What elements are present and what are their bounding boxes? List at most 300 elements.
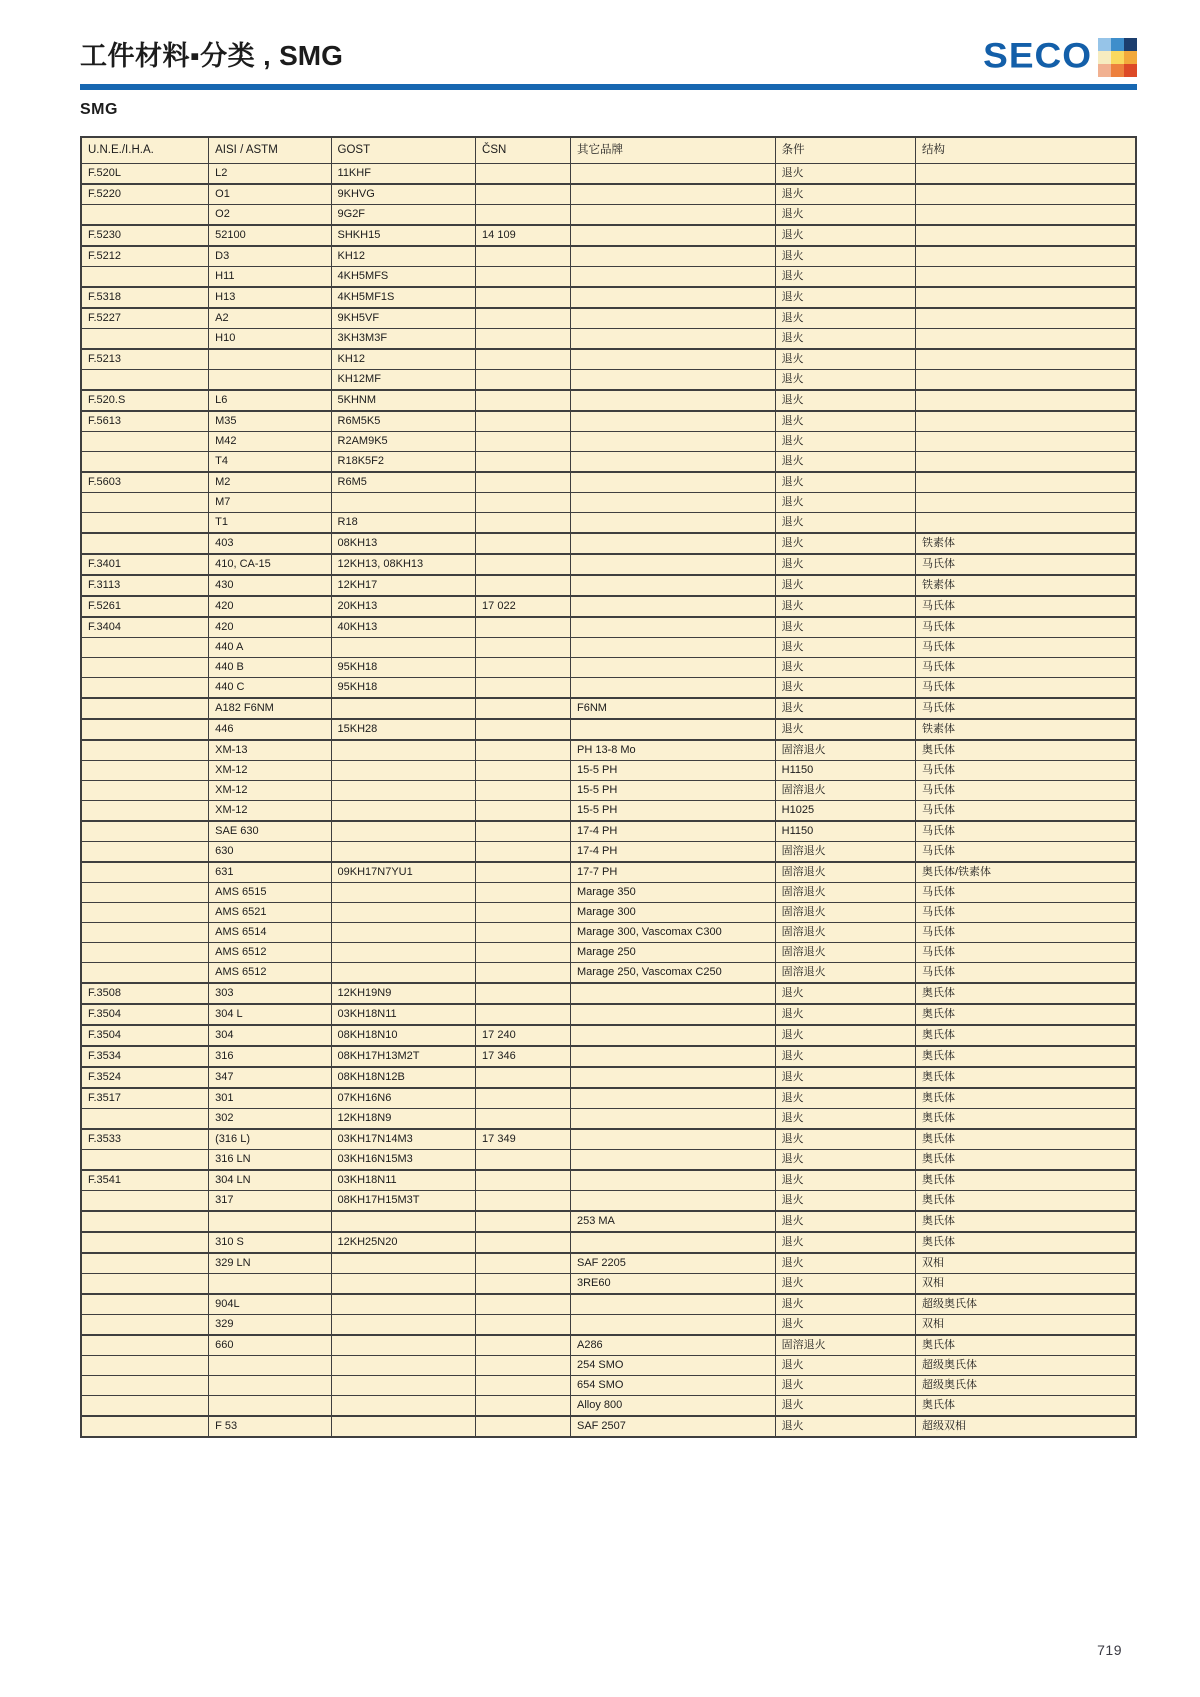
table-cell: AMS 6512 [209,943,331,963]
table-cell: 退火 [775,1025,915,1046]
table-cell [570,432,775,452]
table-cell: 17 349 [476,1129,571,1150]
table-cell [476,472,571,493]
table-cell: F.3504 [81,1004,209,1025]
table-cell: 退火 [775,596,915,617]
table-cell: 440 A [209,638,331,658]
table-cell: F.3113 [81,575,209,596]
table-cell [331,963,476,984]
table-cell: 奥氏体 [915,1004,1136,1025]
table-cell: 446 [209,719,331,740]
table-row [81,1046,1136,1067]
logo-square [1098,38,1111,51]
table-row [81,862,1136,883]
table-cell: 654 SMO [570,1376,775,1396]
table-cell: 11KHF [331,164,476,185]
table-cell [81,493,209,513]
table-cell: 420 [209,596,331,617]
table-cell: F.5213 [81,349,209,370]
logo-square [1098,64,1111,77]
table-row [81,1170,1136,1191]
table-cell: 退火 [775,390,915,411]
table-row [81,1376,1136,1396]
table-row [81,698,1136,719]
table-cell: 固溶退火 [775,781,915,801]
table-cell [476,205,571,226]
table-cell: M42 [209,432,331,452]
table-row [81,1253,1136,1274]
table-cell: 退火 [775,370,915,391]
table-cell [570,554,775,575]
table-cell [209,370,331,391]
table-cell: 退火 [775,1211,915,1232]
table-cell: 403 [209,533,331,554]
table-cell: F.5318 [81,287,209,308]
table-cell: L2 [209,164,331,185]
table-cell: SAF 2205 [570,1253,775,1274]
table-cell [476,1191,571,1212]
table-cell: 奥氏体 [915,1211,1136,1232]
table-cell [476,267,571,288]
table-row [81,1211,1136,1232]
table-cell [331,1274,476,1295]
table-cell: M2 [209,472,331,493]
table-cell [570,164,775,185]
column-header: 条件 [775,137,915,164]
table-cell [476,349,571,370]
table-cell: 退火 [775,1315,915,1336]
table-cell: 420 [209,617,331,638]
table-row [81,1025,1136,1046]
table-cell [476,1232,571,1253]
table-cell: 退火 [775,1294,915,1315]
table-cell [476,983,571,1004]
table-cell [476,1356,571,1376]
table-cell: F.3517 [81,1088,209,1109]
table-cell [476,164,571,185]
table-cell: 退火 [775,1046,915,1067]
table-cell: 退火 [775,1067,915,1088]
table-cell [81,1274,209,1295]
table-cell [209,349,331,370]
table-cell [476,1376,571,1396]
table-cell: 12KH17 [331,575,476,596]
table-cell [476,658,571,678]
table-cell [81,1315,209,1336]
table-cell [331,638,476,658]
table-cell: D3 [209,246,331,267]
table-cell: F.5220 [81,184,209,205]
table-cell: 03KH18N11 [331,1170,476,1191]
table-cell: 退火 [775,493,915,513]
table-cell: 9KH5VF [331,308,476,329]
table-cell: 奥氏体 [915,983,1136,1004]
table-cell [476,1416,571,1437]
table-cell [570,225,775,246]
table-cell: 双相 [915,1274,1136,1295]
table-cell [476,923,571,943]
table-cell [570,349,775,370]
table-row [81,1004,1136,1025]
table-cell: Marage 350 [570,883,775,903]
table-cell: 08KH18N12B [331,1067,476,1088]
section-label: SMG [80,101,118,118]
table-cell [915,205,1136,226]
table-cell [331,842,476,863]
table-cell: 退火 [775,1004,915,1025]
table-cell [570,658,775,678]
table-cell [476,493,571,513]
table-cell [476,883,571,903]
table-cell [476,761,571,781]
table-cell: SHKH15 [331,225,476,246]
table-cell: 固溶退火 [775,842,915,863]
table-row [81,740,1136,761]
table-cell [915,432,1136,452]
table-cell [476,1004,571,1025]
table-cell: SAE 630 [209,821,331,842]
table-row [81,1150,1136,1171]
table-cell: 退火 [775,1170,915,1191]
table-cell: 302 [209,1109,331,1130]
table-cell: 3RE60 [570,1274,775,1295]
table-cell: O2 [209,205,331,226]
table-cell: 马氏体 [915,698,1136,719]
table-cell [81,1109,209,1130]
table-cell [476,184,571,205]
table-cell: 奥氏体 [915,1150,1136,1171]
table-cell [331,903,476,923]
table-cell: 双相 [915,1253,1136,1274]
table-cell: 12KH25N20 [331,1232,476,1253]
table-cell: 退火 [775,308,915,329]
table-cell: 超级双相 [915,1416,1136,1437]
table-cell: Marage 250 [570,943,775,963]
table-cell: R18 [331,513,476,534]
table-cell [331,1416,476,1437]
table-cell [476,638,571,658]
table-cell [476,617,571,638]
table-cell: 904L [209,1294,331,1315]
table-cell [570,1046,775,1067]
table-cell: 304 LN [209,1170,331,1191]
table-cell: 马氏体 [915,638,1136,658]
table-cell: 退火 [775,983,915,1004]
table-cell: F.5212 [81,246,209,267]
table-cell: 15-5 PH [570,761,775,781]
table-row [81,513,1136,534]
table-cell [81,761,209,781]
column-header: U.N.E./I.H.A. [81,137,209,164]
table-row [81,1067,1136,1088]
table-row [81,390,1136,411]
table-cell [570,472,775,493]
table-cell: 退火 [775,472,915,493]
table-row [81,308,1136,329]
table-cell [476,575,571,596]
table-cell: F.5603 [81,472,209,493]
table-row [81,533,1136,554]
table-cell [570,533,775,554]
table-row [81,329,1136,350]
table-cell [476,1211,571,1232]
table-cell [570,1315,775,1336]
table-cell [476,842,571,863]
table-cell [915,329,1136,350]
table-cell [81,1396,209,1417]
table-cell: R2AM9K5 [331,432,476,452]
seco-logo-text: SECO [983,36,1092,75]
table-cell [570,596,775,617]
table-cell: F.3401 [81,554,209,575]
table-cell: F.3504 [81,1025,209,1046]
table-cell: 奥氏体 [915,1088,1136,1109]
table-cell: R18K5F2 [331,452,476,473]
table-cell [81,432,209,452]
table-row [81,1335,1136,1356]
logo-square [1124,64,1137,77]
table-cell: 马氏体 [915,963,1136,984]
table-row [81,1191,1136,1212]
table-cell [476,390,571,411]
table-cell [81,1294,209,1315]
table-cell [570,1129,775,1150]
table-cell: 08KH17H15M3T [331,1191,476,1212]
table-row [81,1232,1136,1253]
table-cell [570,575,775,596]
table-cell: 5KHNM [331,390,476,411]
table-cell [570,513,775,534]
table-cell [81,801,209,822]
table-cell [476,452,571,473]
table-cell: 马氏体 [915,801,1136,822]
table-cell: SAF 2507 [570,1416,775,1437]
table-cell: 12KH18N9 [331,1109,476,1130]
table-cell [476,1396,571,1417]
table-cell: 退火 [775,1088,915,1109]
table-cell: 07KH16N6 [331,1088,476,1109]
table-cell: XM-12 [209,761,331,781]
table-cell: KH12 [331,349,476,370]
table-cell: F.5230 [81,225,209,246]
table-row [81,963,1136,984]
table-cell: 440 B [209,658,331,678]
table-cell: 410, CA-15 [209,554,331,575]
table-cell: F.3404 [81,617,209,638]
column-header: 其它品牌 [570,137,775,164]
materials-classification-table [80,136,1137,1438]
table-row [81,349,1136,370]
table-cell: 退火 [775,329,915,350]
table-cell [81,1253,209,1274]
table-cell: 马氏体 [915,554,1136,575]
table-cell: XM-12 [209,781,331,801]
table-cell [331,1294,476,1315]
table-cell: 退火 [775,225,915,246]
table-cell: 退火 [775,452,915,473]
table-cell: 20KH13 [331,596,476,617]
table-cell: 奥氏体 [915,1232,1136,1253]
table-cell [81,452,209,473]
seco-logo [983,38,1137,77]
table-cell: 马氏体 [915,678,1136,699]
table-cell [81,862,209,883]
table-cell: 430 [209,575,331,596]
table-cell: 9KHVG [331,184,476,205]
table-cell: 347 [209,1067,331,1088]
table-cell: 退火 [775,1416,915,1437]
table-cell: F6NM [570,698,775,719]
table-cell: 退火 [775,287,915,308]
table-row [81,781,1136,801]
table-cell: 奥氏体 [915,1109,1136,1130]
logo-square [1111,51,1124,64]
table-cell [476,370,571,391]
table-cell [570,267,775,288]
table-cell [915,246,1136,267]
table-cell: 退火 [775,554,915,575]
table-cell [570,719,775,740]
table-cell [209,1396,331,1417]
table-cell: 03KH16N15M3 [331,1150,476,1171]
table-cell: 退火 [775,1109,915,1130]
table-cell: 09KH17N7YU1 [331,862,476,883]
table-cell [81,1191,209,1212]
table-cell: 329 LN [209,1253,331,1274]
table-cell [476,1067,571,1088]
table-cell [81,658,209,678]
table-cell [570,1067,775,1088]
table-cell [81,329,209,350]
table-cell [476,1150,571,1171]
table-cell [570,617,775,638]
table-cell [331,1335,476,1356]
table-cell: F.3541 [81,1170,209,1191]
table-cell: 退火 [775,1274,915,1295]
table-row [81,554,1136,575]
table-cell [915,513,1136,534]
table-cell: 303 [209,983,331,1004]
table-cell: M7 [209,493,331,513]
table-cell [476,801,571,822]
table-cell: 马氏体 [915,617,1136,638]
table-row [81,1356,1136,1376]
table-cell: 15-5 PH [570,781,775,801]
table-cell: 奥氏体 [915,740,1136,761]
table-row [81,205,1136,226]
table-cell: 退火 [775,411,915,432]
table-cell [331,923,476,943]
column-header: AISI / ASTM [209,137,331,164]
table-cell: 马氏体 [915,596,1136,617]
header-divider [80,84,1137,90]
table-cell: 奥氏体 [915,1170,1136,1191]
table-row [81,1109,1136,1130]
logo-square [1111,38,1124,51]
table-cell [209,1356,331,1376]
table-cell [476,903,571,923]
table-cell: F 53 [209,1416,331,1437]
table-cell [570,1191,775,1212]
column-header: ČSN [476,137,571,164]
table-row [81,1315,1136,1336]
table-cell [81,533,209,554]
table-row [81,267,1136,288]
table-cell: 超级奥氏体 [915,1376,1136,1396]
table-cell [81,903,209,923]
table-row [81,842,1136,863]
table-cell: 奥氏体 [915,1046,1136,1067]
table-cell: AMS 6512 [209,963,331,984]
table-cell: 铁素体 [915,719,1136,740]
table-cell: 退火 [775,533,915,554]
table-cell [331,1396,476,1417]
table-cell [81,943,209,963]
table-cell [915,349,1136,370]
table-cell: (316 L) [209,1129,331,1150]
table-cell [209,1274,331,1295]
table-row [81,903,1136,923]
table-cell [81,963,209,984]
table-row [81,883,1136,903]
table-cell: 退火 [775,1396,915,1417]
table-cell [81,740,209,761]
table-cell: 退火 [775,513,915,534]
table-cell: 退火 [775,658,915,678]
table-cell [915,184,1136,205]
table-cell [476,821,571,842]
table-cell: 马氏体 [915,761,1136,781]
table-cell: 17 240 [476,1025,571,1046]
table-cell [81,1232,209,1253]
table-cell: XM-12 [209,801,331,822]
logo-square [1124,38,1137,51]
table-row [81,617,1136,638]
table-row [81,801,1136,822]
column-header: GOST [331,137,476,164]
table-cell [476,719,571,740]
table-cell [570,1294,775,1315]
table-cell: 304 L [209,1004,331,1025]
table-cell [209,1376,331,1396]
logo-square [1111,64,1124,77]
table-cell: 17-7 PH [570,862,775,883]
table-row [81,821,1136,842]
table-cell: A2 [209,308,331,329]
table-cell: O1 [209,184,331,205]
table-cell [476,862,571,883]
table-cell [570,983,775,1004]
table-row [81,923,1136,943]
table-cell: AMS 6521 [209,903,331,923]
table-cell [476,513,571,534]
table-cell: 3KH3M3F [331,329,476,350]
table-cell [476,329,571,350]
table-cell [570,1232,775,1253]
table-cell [915,267,1136,288]
table-header-row [81,137,1136,164]
table-row [81,761,1136,781]
table-cell [331,698,476,719]
table-cell [81,1376,209,1396]
table-cell [476,432,571,452]
table-cell: 退火 [775,1253,915,1274]
table-row [81,658,1136,678]
table-cell [331,883,476,903]
table-cell: F.520.S [81,390,209,411]
table-cell: 固溶退火 [775,963,915,984]
table-cell [476,533,571,554]
